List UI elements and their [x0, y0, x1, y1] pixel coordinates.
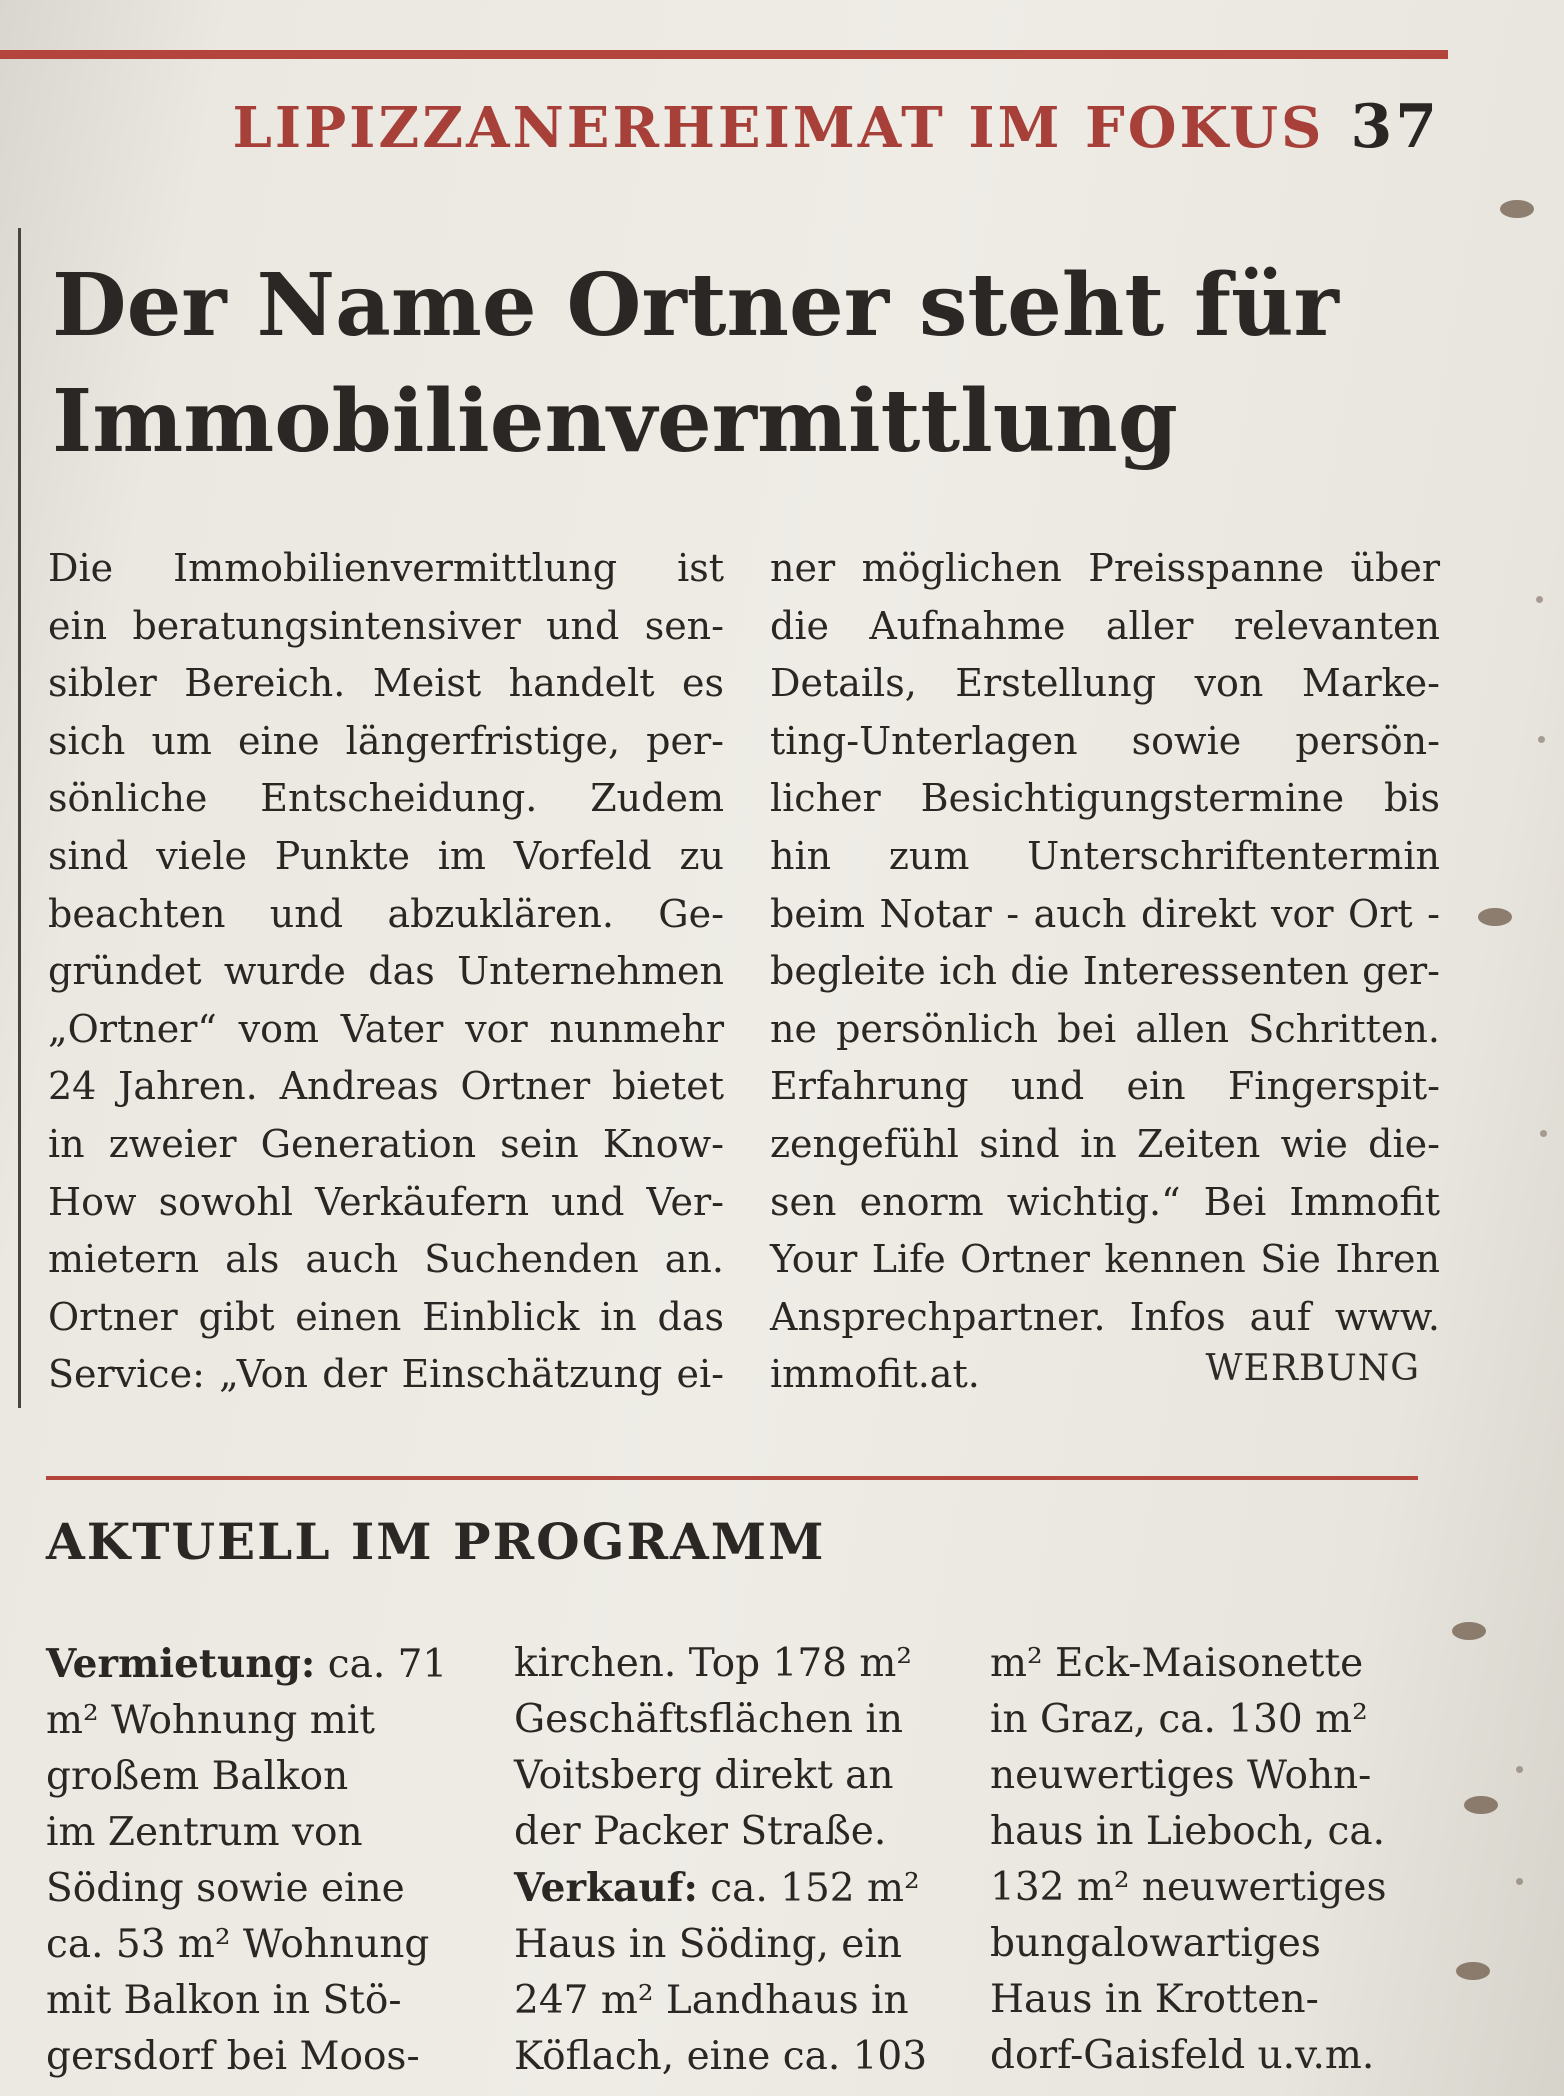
text-line: mit Balkon in Stö- [46, 1978, 402, 2023]
program-column-1 [46, 1636, 447, 2085]
paper-speck [1516, 1766, 1523, 1773]
text-line: ting-Unterlagen sowie persön- [770, 718, 1440, 763]
text-line: Voitsberg direkt an [514, 1753, 894, 1798]
text-line: hin zum Unterschriftentermin [770, 833, 1440, 878]
text-line: ca. 53 m² Wohnung [46, 1922, 430, 1967]
paper-speck [1538, 736, 1545, 743]
text-line: Söding sowie eine [46, 1866, 405, 1911]
text-line: beachten und abzuklären. Ge- [48, 891, 724, 936]
text-line: Ortner gibt einen Einblick in das [48, 1294, 724, 1339]
text-line: kirchen. Top 178 m² [514, 1641, 912, 1686]
text-line: Köflach, eine ca. 103 [514, 2034, 928, 2079]
program-column-2 [514, 1636, 927, 2085]
article-column-2 [770, 540, 1440, 1404]
advertising-label: WERBUNG [1205, 1348, 1420, 1389]
text-fragment: ca. 71 [315, 1642, 448, 1687]
headline-line: Immobilienvermittlung [52, 371, 1178, 472]
article-body [0, 540, 1564, 1420]
text-line: ner möglichen Preisspanne über [770, 546, 1440, 590]
text-line: zengefühl sind in Zeiten wie die- [770, 1121, 1440, 1166]
text-line: sind viele Punkte im Vorfeld zu [48, 833, 724, 878]
paper-punch-mark [1500, 200, 1534, 218]
text-line: Haus in Krotten- [990, 1977, 1319, 2022]
text-line: Erfahrung und ein Fingerspit- [770, 1064, 1440, 1109]
text-line: m² Wohnung mit [46, 1698, 375, 1743]
paper-speck [1536, 596, 1543, 603]
text-line: der Packer Straße. [514, 1809, 887, 1854]
headline-line: Der Name Ortner steht für [52, 255, 1339, 356]
text-line: Haus in Söding, ein [514, 1922, 902, 1967]
text-line: Details, Erstellung von Marke- [770, 661, 1440, 706]
text-line: mietern als auch Suchenden an. [48, 1237, 724, 1282]
text-line: dorf-Gaisfeld u.v.m. [990, 2033, 1375, 2078]
text-line: 24 Jahren. Andreas Ortner bietet [48, 1064, 724, 1109]
sale-lead: Verkauf: [514, 1865, 698, 1911]
text-line: sen enorm wichtig.“ Bei Immofit [770, 1179, 1440, 1224]
section-divider [46, 1476, 1418, 1480]
article-headline [52, 248, 1452, 480]
text-line: immofit.at. [770, 1352, 980, 1397]
program-column-3 [990, 1636, 1386, 2084]
text-line: neuwertiges Wohn- [990, 1753, 1372, 1798]
text-line: sibler Bereich. Meist handelt es [48, 661, 724, 706]
section-kicker [233, 92, 1441, 162]
text-line: begleite ich die Interessenten ger- [770, 949, 1440, 994]
text-line: bungalowartiges [990, 1921, 1321, 1966]
text-line [46, 1636, 447, 1693]
text-line: Your Life Ortner kennen Sie Ihren [770, 1237, 1440, 1282]
text-line: sönliche Entscheidung. Zudem [48, 776, 724, 821]
paper-punch-mark [1456, 1962, 1490, 1980]
text-line: „Ortner“ vom Vater vor nunmehr [48, 1006, 724, 1051]
paper-punch-mark [1478, 908, 1512, 926]
text-line: Die Immobilienvermittlung ist [48, 546, 724, 590]
paper-punch-mark [1452, 1622, 1486, 1640]
text-line: ne persönlich bei allen Schritten. [770, 1006, 1440, 1051]
program-heading: AKTUELL IM PROGRAMM [46, 1512, 826, 1571]
rental-lead: Vermietung: [46, 1641, 316, 1687]
text-line: m² Eck-Maisonette [990, 1641, 1364, 1686]
text-fragment: ca. 152 m² [697, 1866, 920, 1911]
paper-punch-mark [1464, 1796, 1498, 1814]
article-column-1 [48, 540, 724, 1404]
page-number: 37 [1350, 92, 1440, 162]
paper-speck [1516, 1878, 1523, 1885]
text-line: 247 m² Landhaus in [514, 1978, 909, 2023]
paper-speck [1540, 1130, 1547, 1137]
text-line: in Graz, ca. 130 m² [990, 1697, 1368, 1742]
text-line: die Aufnahme aller relevanten [770, 603, 1440, 648]
text-line: sich um eine längerfristige, per- [48, 718, 724, 763]
text-line: im Zentrum von [46, 1810, 363, 1855]
text-line: haus in Lieboch, ca. [990, 1809, 1386, 1854]
text-line: Service: „Von der Einschätzung ei- [48, 1352, 724, 1397]
text-line: beim Notar - auch direkt vor Ort - [770, 891, 1440, 936]
text-line: Ansprechpartner. Infos auf www. [770, 1294, 1440, 1339]
text-line: Geschäftsflächen in [514, 1697, 903, 1742]
text-line: großem Balkon [46, 1754, 349, 1799]
top-red-rule [0, 50, 1448, 59]
text-line: licher Besichtigungstermine bis [770, 776, 1440, 821]
text-line: 132 m² neuwertiges [990, 1865, 1387, 1910]
text-line: gersdorf bei Moos- [46, 2034, 420, 2079]
text-line: in zweier Generation sein Know- [48, 1121, 724, 1166]
text-line: gründet wurde das Unternehmen [48, 949, 724, 994]
text-line: How sowohl Verkäufern und Ver- [48, 1179, 724, 1224]
text-line: ein beratungsintensiver und sen- [48, 603, 724, 648]
text-line [514, 1860, 927, 1917]
section-title: LIPIZZANERHEIMAT IM FOKUS [232, 95, 1325, 161]
